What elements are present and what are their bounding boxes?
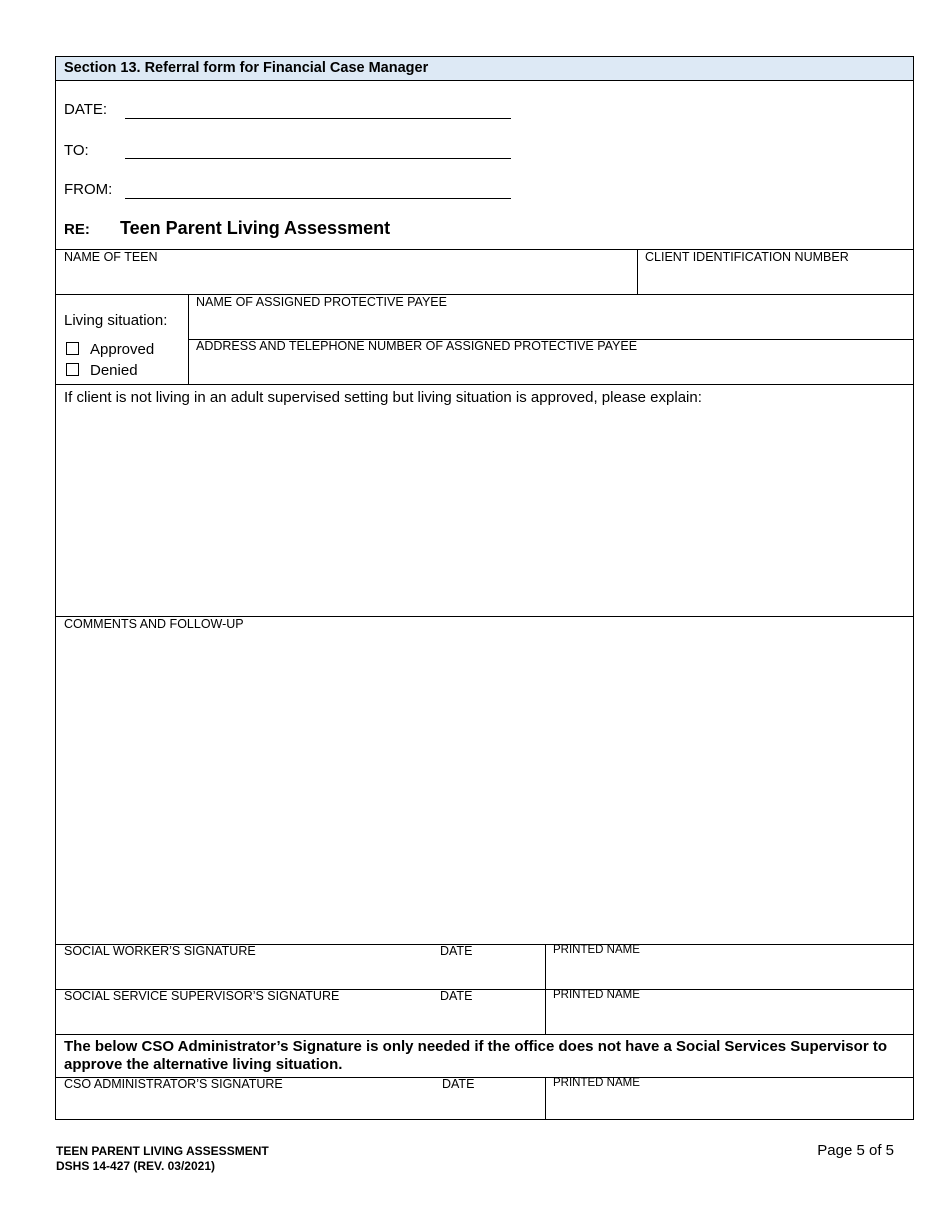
referral-form — [55, 56, 914, 1120]
social-worker-signature-label: SOCIAL WORKER’S SIGNATURE — [64, 944, 256, 958]
payee-address-field[interactable] — [189, 357, 912, 383]
payee-address-label: ADDRESS AND TELEPHONE NUMBER OF ASSIGNED PROTECTIVE PAYEE — [196, 339, 638, 353]
explain-prompt: If client is not living in an adult supervised setting but living situation is approved, please explain: — [64, 389, 702, 406]
supervisor-printed-name-field[interactable] — [546, 1006, 912, 1033]
section-title: Section 13. Referral form for Financial Case Manager — [64, 60, 429, 76]
from-label: FROM: — [64, 181, 113, 198]
to-label: TO: — [64, 142, 89, 159]
denied-label: Denied — [90, 362, 138, 379]
cso-admin-date-label: DATE — [442, 1077, 475, 1091]
social-worker-date-label: DATE — [440, 944, 473, 958]
page-number: Page 5 of 5 — [817, 1142, 894, 1159]
approved-checkbox[interactable] — [66, 342, 79, 355]
social-worker-printed-name-label: PRINTED NAME — [553, 944, 640, 956]
denied-checkbox[interactable] — [66, 363, 79, 376]
living-situation-label: Living situation: — [64, 312, 168, 329]
cso-admin-printed-name-field[interactable] — [546, 1094, 912, 1119]
footer-form-id — [56, 1144, 269, 1174]
supervisor-printed-name-label: PRINTED NAME — [553, 989, 640, 1001]
cso-admin-signature-label: CSO ADMINISTRATOR’S SIGNATURE — [64, 1077, 283, 1091]
supervisor-signature-field[interactable] — [56, 1006, 544, 1033]
date-label: DATE: — [64, 101, 108, 118]
social-worker-signature-field[interactable] — [56, 961, 544, 988]
supervisor-date-label: DATE — [440, 989, 473, 1003]
comments-textarea[interactable] — [56, 634, 913, 942]
divider — [56, 384, 913, 385]
payee-name-label: NAME OF ASSIGNED PROTECTIVE PAYEE — [196, 295, 447, 309]
client-id-label: CLIENT IDENTIFICATION NUMBER — [645, 250, 849, 264]
cso-admin-printed-name-label: PRINTED NAME — [553, 1077, 640, 1089]
section-header — [56, 57, 913, 81]
explain-textarea[interactable] — [56, 409, 913, 615]
approved-label: Approved — [90, 341, 155, 358]
divider — [56, 294, 913, 295]
re-title: Teen Parent Living Assessment — [120, 218, 391, 238]
cso-admin-signature-field[interactable] — [56, 1094, 544, 1119]
from-field[interactable] — [125, 198, 511, 199]
social-worker-printed-name-field[interactable] — [546, 961, 912, 988]
divider — [56, 1034, 913, 1035]
to-field[interactable] — [125, 158, 511, 159]
footer-form-number: DSHS 14-427 (REV. 03/2021) — [56, 1159, 215, 1173]
date-field[interactable] — [125, 118, 511, 119]
name-of-teen-field[interactable] — [56, 267, 636, 293]
cso-notice: The below CSO Administrator’s Signature is only needed if the office does not have a Social Services Supervisor to approve the alternative living situation. — [64, 1038, 887, 1073]
client-id-field[interactable] — [638, 267, 912, 293]
comments-label: COMMENTS AND FOLLOW-UP — [64, 617, 244, 631]
payee-name-field[interactable] — [189, 312, 912, 338]
supervisor-signature-label: SOCIAL SERVICE SUPERVISOR’S SIGNATURE — [64, 989, 340, 1003]
footer-form-title: TEEN PARENT LIVING ASSESSMENT — [56, 1144, 269, 1158]
re-label: RE: — [64, 221, 90, 238]
name-of-teen-label: NAME OF TEEN — [64, 250, 158, 264]
